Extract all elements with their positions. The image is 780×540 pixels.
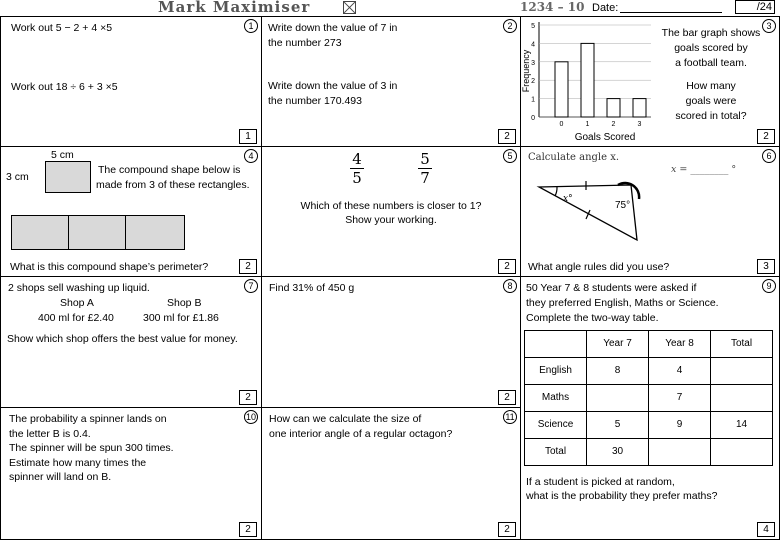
q3-text-line: a football team. [675,57,747,69]
q10-text-line: the letter B is 0.4. [9,427,91,440]
shop-b-offer: 300 ml for £1.86 [143,312,219,324]
question-number: 9 [762,279,776,293]
table-cell [525,331,587,358]
single-rectangle [45,161,91,193]
compound-rectangle-2 [68,215,127,250]
q9-question [526,475,717,503]
compound-rectangle-3 [125,215,185,250]
cross-box-icon [343,1,356,14]
question-6 [520,146,780,277]
two-way-table [524,330,773,466]
marks-box: 1 [239,129,257,144]
q7-question: Show which shop offers the best value for money. [7,333,238,345]
q3-text-line: scored in total? [675,110,747,122]
question-9 [520,276,780,540]
y-tick-label: 5 [531,23,535,30]
q10-text-line: The spinner will be spun 300 times. [9,442,174,454]
fraction-5-7 [418,150,432,187]
question-number: 8 [503,279,517,293]
question-number: 1 [244,19,258,33]
y-axis-label: Frequency [521,49,531,93]
question-number: 11 [503,410,517,424]
q3-spacer [653,71,769,79]
q5-text2: Show your working. [345,214,437,226]
table-header: Year 8 [649,331,711,358]
y-tick-label: 0 [531,115,535,122]
q2-line1a: Write down the value of 7 in [268,22,398,34]
table-cell-blank[interactable] [649,439,711,466]
q9-intro-line: they preferred English, Maths or Science. [526,297,719,309]
table-row [525,331,773,358]
fraction-denominator: 5 [350,168,364,187]
q11-text-line: one interior angle of a regular octagon? [269,427,453,440]
table-row-label: English [525,358,587,385]
header [0,0,780,16]
q9-intro-line: Complete the two-way table. [526,312,659,324]
y-tick-label: 4 [531,41,535,49]
q9-question-line: what is the probability they prefer maths? [526,490,718,502]
marks-box: 2 [498,129,516,144]
q10-text [9,412,174,485]
q4-question: What is this compound shape’s perimeter? [10,261,209,273]
q9-question-line: If a student is picked at random, [526,476,675,488]
table-cell: 14 [711,412,773,439]
question-7 [0,276,262,408]
q10-text-line: spinner will land on B. [9,471,112,483]
question-number: 6 [762,149,776,163]
q2-line2a: Write down the value of 3 in [268,80,398,92]
marks-box: 2 [498,390,516,405]
table-row-label: Total [525,439,587,466]
question-1 [0,16,262,147]
compound-rectangle-1 [11,215,70,250]
date-line[interactable] [620,12,722,13]
q7-intro: 2 shops sell washing up liquid. [8,282,150,294]
question-number: 2 [503,19,517,33]
bar [581,43,594,117]
bar [607,99,620,117]
y-tick-label: 3 [531,59,535,67]
table-cell: 7 [649,385,711,412]
total-score-box: /24 [735,0,775,14]
q10-text-line: The probability a spinner lands on [9,413,167,425]
x-tick-label: 1 [585,121,590,128]
table-cell-blank[interactable] [587,385,649,412]
q5-text1: Which of these numbers is closer to 1? [300,200,482,212]
angle-75-label: 75° [615,200,631,211]
q1-line1: Work out 5 − 2 + 4 ×5 [11,22,113,34]
q9-intro [526,281,719,326]
q3-text-line: goals were [685,95,737,107]
q11-text [269,412,452,441]
x-axis-label: Goals Scored [574,132,636,143]
question-8 [261,276,521,408]
question-number: 7 [244,279,258,293]
question-3 [520,16,780,147]
q8-text: Find 31% of 450 g [269,282,355,294]
marks-box: 2 [498,522,516,537]
marks-box: 4 [757,522,775,537]
question-4 [0,146,262,277]
q6-question: What angle rules did you use? [528,261,670,273]
marks-box: 2 [757,129,775,144]
marks-box: 2 [239,522,257,537]
x-tick-label: 0 [559,121,564,128]
x-tick-label: 3 [637,121,642,128]
q6-answer: x = ________ ° [671,164,737,175]
height-label: 3 cm [6,171,29,183]
table-row [525,358,773,385]
fraction-numerator: 5 [420,150,430,168]
q11-text-line: How can we calculate the size of [269,413,422,425]
table-cell: 8 [587,358,649,385]
marks-box: 2 [239,390,257,405]
table-cell: 5 [587,412,649,439]
table-row-label: Maths [525,385,587,412]
question-11 [261,407,521,540]
table-header: Year 7 [587,331,649,358]
fraction-4-5 [350,150,364,187]
q3-text [653,26,769,124]
angle-x-label: x° [563,194,573,204]
bar-chart [521,17,651,147]
x-tick-label: 2 [611,121,616,128]
marks-box: 3 [757,259,775,274]
q3-text-line: The bar graph shows [661,27,761,39]
table-row-label: Science [525,412,587,439]
table-cell-blank[interactable] [711,358,773,385]
bar [633,99,646,117]
marks-box: 2 [498,259,516,274]
q2-line1b: the number 273 [268,37,342,49]
marks-box: 2 [239,259,257,274]
y-tick-label: 1 [531,96,535,104]
table-row [525,439,773,466]
question-number: 10 [245,412,256,422]
q2-line2b: the number 170.493 [268,95,362,107]
table-row [525,412,773,439]
q3-text-line: How many [686,80,736,92]
fraction-denominator: 7 [418,168,432,187]
question-2 [261,16,521,147]
table-cell: 30 [587,439,649,466]
date-label: Date: [592,2,619,14]
fraction-numerator: 4 [352,150,362,168]
sheet-code: 1234 – 10 [520,0,585,14]
question-number: 4 [244,149,258,163]
table-cell: 4 [649,358,711,385]
shop-b-label: Shop B [167,297,202,309]
q9-intro-line: 50 Year 7 & 8 students were asked if [526,282,697,294]
table-cell-blank[interactable] [711,385,773,412]
table-header: Total [711,331,773,358]
q1-line2: Work out 18 ÷ 6 + 3 ×5 [11,81,118,93]
question-5 [261,146,521,277]
question-number: 5 [503,149,517,163]
q6-title: Calculate angle x. [528,152,620,163]
q3-text-line: goals scored by [674,42,748,54]
y-tick-label: 2 [531,78,535,86]
shop-a-offer: 400 ml for £2.40 [38,312,114,324]
isosceles-triangle [535,177,695,257]
table-row [525,385,773,412]
bar [555,62,568,117]
q10-text-line: Estimate how many times the [9,456,147,469]
q4-text1: The compound shape below is [98,164,241,176]
question-number: 3 [762,19,776,33]
width-label: 5 cm [51,149,74,161]
q5-text [262,199,520,227]
q4-text2: made from 3 of these rectangles. [96,179,250,191]
question-10 [0,407,262,540]
page-title: Mark Maximiser [158,0,311,16]
table-cell-blank[interactable] [711,439,773,466]
table-cell: 9 [649,412,711,439]
shop-a-label: Shop A [60,297,94,309]
